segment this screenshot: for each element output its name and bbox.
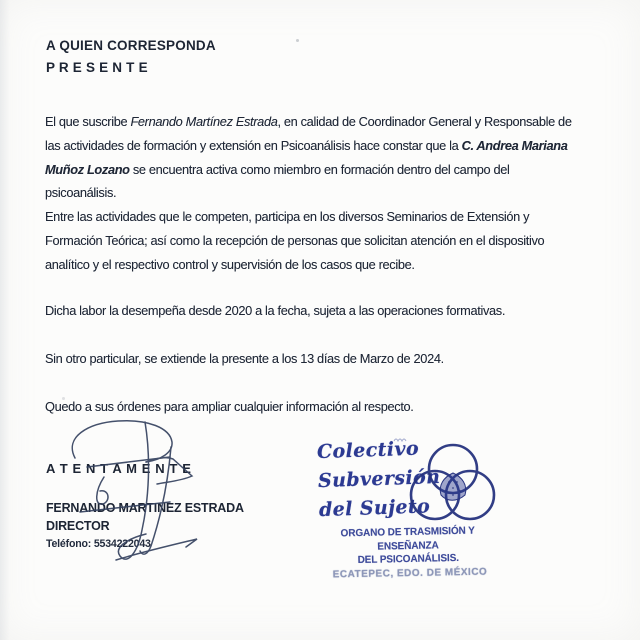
stamp-script-line1: Colectivo [316,437,420,464]
body-run: , en calidad de Coordinador General y Responsable de [277,114,572,129]
body-line-6: Formación Teórica; así como la recepción de personas que solicitan atención en el dispositivo [45,232,545,248]
letter-header [46,35,216,78]
stamp-organization-text [309,524,508,569]
body-line-3 [45,158,630,182]
body-line-1 [45,110,630,134]
body-run: las actividades de formación y extensión en Psicoanálisis hace constar que la [45,137,462,153]
body-line-5: Entre las actividades que le competen, participa en los diversos Seminarios de Extensión y [45,209,530,225]
signer-phone: Teléfono: 5534222043 [46,538,151,550]
body-line-7: analítico y el respectivo control y supervisión de los casos que recibe. [45,256,415,272]
member-surname-bold-run: Muñoz Lozano [45,161,130,177]
body-line-4: psicoanálisis. [45,185,117,201]
paragraph-date: Sin otro particular, se extiende la presente a los 13 días de Marzo de 2024. [45,351,444,366]
stamp-org-line2: DEL PSICOANÁLISIS. [357,552,460,567]
body-run: se encuentra activa como miembro en formación dentro del campo del [129,161,510,177]
addressee-line: A QUIEN CORRESPONDA [46,38,216,53]
stamp-script-line2: Subversión [317,465,441,493]
member-name-bold-run: C. Andrea Mariana [461,137,568,153]
borromean-rings-icon [405,442,501,528]
scan-speck [296,39,299,42]
signer-role: DIRECTOR [46,519,110,533]
salutation-atentamente: A T E N T A M E N T E [46,461,192,476]
stamp-org-line1: ORGANO DE TRASMISIÓN Y ENSEÑANZA [340,525,475,553]
body-line-2 [45,134,630,158]
paragraph-tenure: Dicha labor la desempeña desde 2020 a la fecha, sujeta a las operaciones formativas. [45,303,506,318]
name-italic-run: Fernando Martínez Estrada [130,114,278,129]
scan-edge-artifact [0,0,10,640]
letter-body [45,110,630,277]
paragraph-closing: Quedo a sus órdenes para ampliar cualquier información al respecto. [45,399,414,414]
signer-name: FERNANDO MARTINEZ ESTRADA [46,501,244,515]
presente-line: P R E S E N T E [46,59,148,75]
stamp-location-text: ECATEPEC, EDO. DE MÉXICO [332,566,488,581]
stamp-script-line3: del Sujeto [318,495,431,522]
rings-center-knot [440,473,466,500]
body-run: El que suscribe [45,114,131,129]
